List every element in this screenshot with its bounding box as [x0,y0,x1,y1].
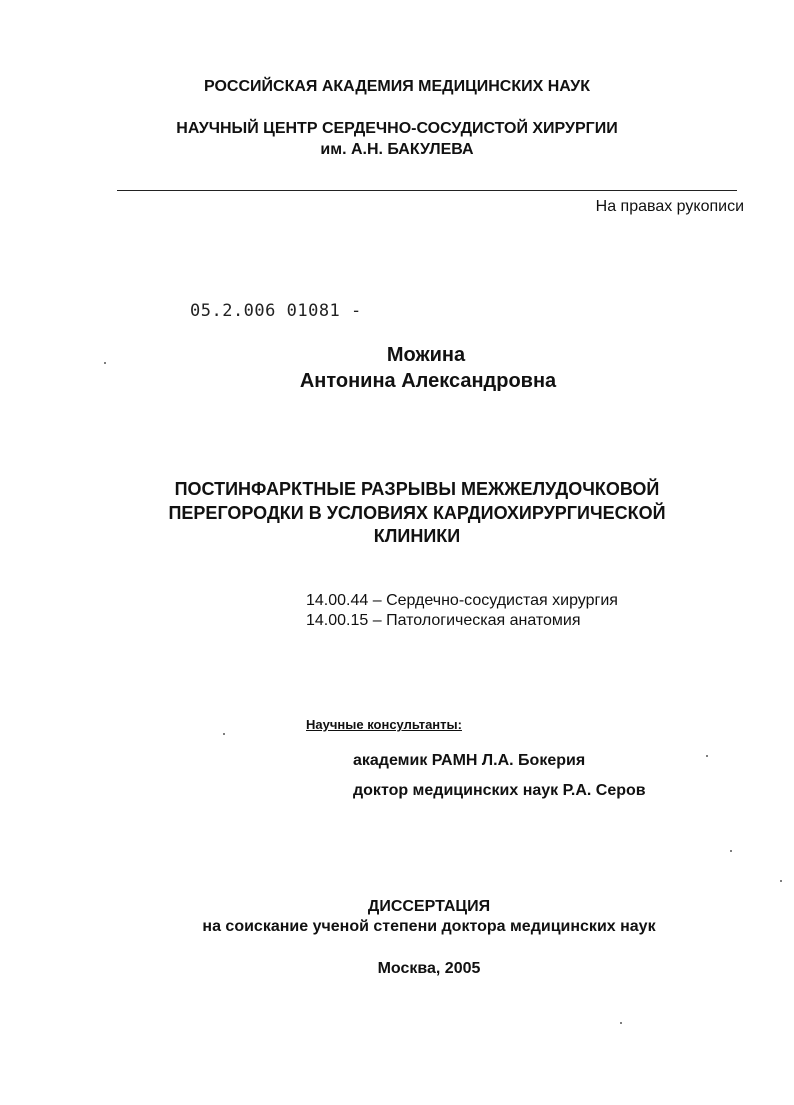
place-and-year: Москва, 2005 [377,960,481,977]
dissertation-label: ДИССЕРТАЦИЯ [367,898,491,915]
scan-speck [706,755,708,757]
manuscript-rights-note: На правах рукописи [595,198,744,215]
registration-stamp-code: 05.2.006 01081 - [190,301,362,321]
consultant-1: академик РАМН Л.А. Бокерия [353,752,586,769]
research-center-honorific: им. А.Н. БАКУЛЕВА [320,141,474,158]
consultant-2: доктор медицинских наук Р.А. Серов [353,782,646,799]
dissertation-title-line-1: ПОСТИНФАРКТНЫЕ РАЗРЫВЫ МЕЖЖЕЛУДОЧКОВОЙ [174,479,660,499]
scan-speck [730,850,732,852]
specialty-code-1: 14.00.44 – Сердечно-сосудистая хирургия [306,592,618,609]
author-given-names: Антонина Александровна [299,370,557,392]
scan-speck [223,733,225,735]
dissertation-title-line-3: КЛИНИКИ [373,526,461,546]
scan-speck [104,362,106,364]
author-surname: Можина [386,344,466,366]
header-divider [117,190,737,191]
scan-speck [620,1022,622,1024]
specialty-code-2: 14.00.15 – Патологическая анатомия [306,612,581,629]
academy-name: РОССИЙСКАЯ АКАДЕМИЯ МЕДИЦИНСКИХ НАУК [204,78,590,95]
consultants-heading: Научные консультанты: [306,717,462,732]
dissertation-title-line-2: ПЕРЕГОРОДКИ В УСЛОВИЯХ КАРДИОХИРУРГИЧЕСКОЙ [168,503,666,523]
scan-speck [780,880,782,882]
research-center-name: НАУЧНЫЙ ЦЕНТР СЕРДЕЧНО-СОСУДИСТОЙ ХИРУРГИИ [176,120,618,137]
degree-statement: на соискание ученой степени доктора медицинских наук [202,918,656,935]
